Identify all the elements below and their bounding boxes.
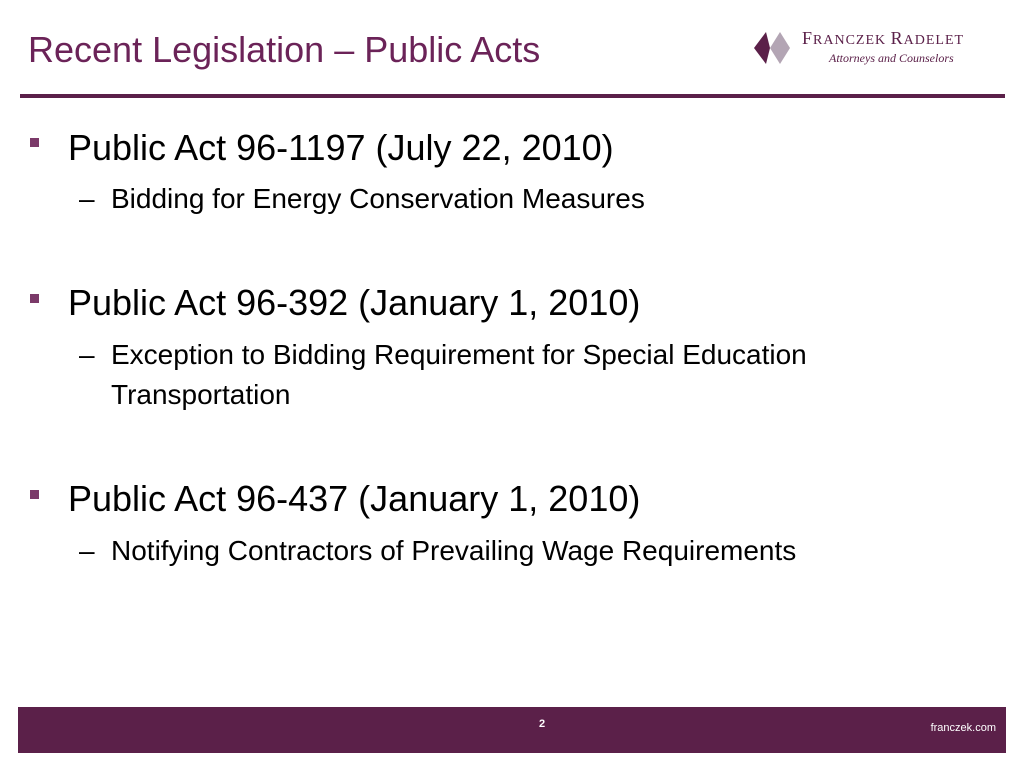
sub-bullet (79, 531, 979, 571)
dash-bullet: – (79, 183, 95, 214)
square-bullet-icon (30, 294, 39, 303)
bullet-heading: Public Act 96-1197 (July 22, 2010) (68, 127, 614, 168)
dash-bullet: – (79, 535, 95, 566)
logo-name-initial-1: F (802, 28, 814, 48)
logo-tagline: Attorneys and Counselors (829, 51, 954, 65)
footer-url: franczek.com (930, 722, 996, 734)
sub-bullet-text: Exception to Bidding Requirement for Special Education Transportation (111, 339, 807, 410)
bullet-heading: Public Act 96-392 (January 1, 2010) (68, 282, 641, 323)
footer-bar (18, 707, 1006, 753)
logo-name-rest-2: ADELET (903, 33, 965, 48)
sub-bullet-text: Notifying Contractors of Prevailing Wage Requirements (111, 535, 797, 566)
logo-name-rest-1: RANCZEK (813, 33, 891, 48)
logo-name-initial-2: R (890, 28, 904, 48)
square-bullet-icon (30, 490, 39, 499)
slide-title: Recent Legislation – Public Acts (28, 29, 541, 70)
page-number: 2 (538, 718, 546, 730)
sub-bullet (79, 179, 979, 219)
bullet-heading: Public Act 96-437 (January 1, 2010) (68, 478, 641, 519)
dash-bullet: – (79, 339, 95, 370)
sub-bullet-text: Bidding for Energy Conservation Measures (111, 183, 645, 214)
sub-bullet (79, 335, 979, 410)
square-bullet-icon (30, 138, 39, 147)
